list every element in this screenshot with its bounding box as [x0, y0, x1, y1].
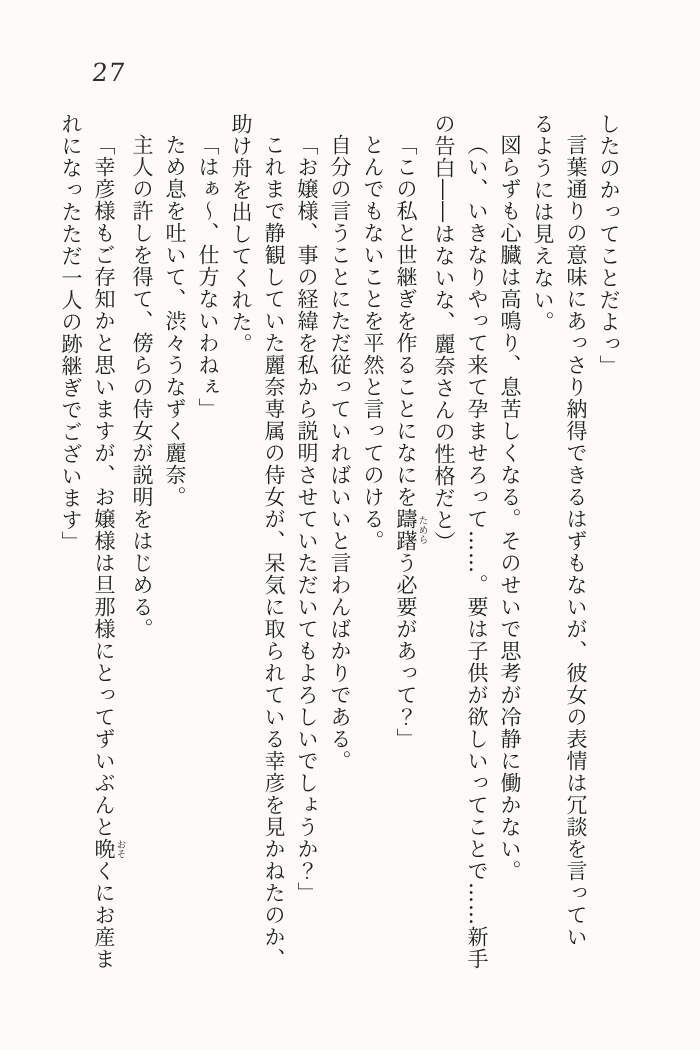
text-run: 「幸彦様もご存知かと思いますが、お嬢様は旦那様にとってずいぶんと	[92, 134, 116, 838]
text-run: （い、いきなりやって来て孕ませろって……。要は子供が欲しいってことで……新手	[465, 134, 489, 970]
text-column	[427, 113, 460, 973]
furigana: ためら	[416, 508, 428, 552]
text-column	[224, 113, 257, 973]
page-number: 27	[90, 58, 128, 87]
text-column	[87, 113, 125, 973]
text-column	[257, 113, 290, 973]
text-column	[125, 113, 158, 973]
text-column	[356, 113, 389, 973]
text-run: したのかってことだよっ」	[597, 113, 621, 377]
text-run: 言葉通りの意味にあっさり納得できるはずもないが、彼女の表情は冗談を言ってい	[564, 134, 588, 948]
text-run: 「お嬢様、事の経緯を私から説明させていただいてもよろしいでしょうか？」	[295, 134, 319, 904]
text-column	[460, 113, 493, 973]
text-column	[158, 113, 191, 973]
text-column	[493, 113, 526, 973]
text-run: ため息を吐いて、渋々うなずく麗奈。	[163, 134, 187, 508]
text-column	[191, 113, 224, 973]
text-run: 助け舟を出してくれた。	[229, 113, 253, 355]
text-column	[290, 113, 323, 973]
text-run: るようには見えない。	[531, 113, 555, 333]
text-column	[559, 113, 592, 973]
text-run: とんでもないことを平然と言ってのける。	[361, 134, 385, 552]
text-column	[323, 113, 356, 973]
text-run: 図らずも心臓は高鳴り、息苦しくなる。そのせいで思考が冷静に働かない。	[498, 134, 522, 882]
ruby-annotated-word: 躊躇ためら	[394, 508, 428, 552]
text-column	[389, 113, 427, 973]
text-run: の告白――はないな、麗奈さんの性格だと）	[432, 113, 456, 553]
text-block	[54, 113, 625, 973]
text-column	[526, 113, 559, 973]
text-run: 「はぁ〜、仕方ないわねぇ」	[196, 134, 220, 420]
text-run: 「この私と世継ぎを作ることになにを	[394, 134, 418, 508]
ruby-annotated-word: 晩おそ	[92, 838, 126, 860]
text-run: 自分の言うことにただ従っていればいいと言わんばかりである。	[328, 134, 352, 772]
text-run: れになったただ一人の跡継ぎでございます」	[59, 113, 83, 553]
text-run: 主人の許しを得て、傍らの侍女が説明をはじめる。	[130, 134, 154, 640]
text-run: くにお産ま	[92, 860, 116, 970]
text-run: これまで静観していた麗奈専属の侍女が、呆気に取られている幸彦を見かねたのか、	[262, 134, 286, 970]
text-column	[592, 113, 625, 973]
text-column	[54, 113, 87, 973]
furigana: おそ	[114, 838, 126, 860]
text-run: う必要があって？」	[394, 552, 418, 750]
